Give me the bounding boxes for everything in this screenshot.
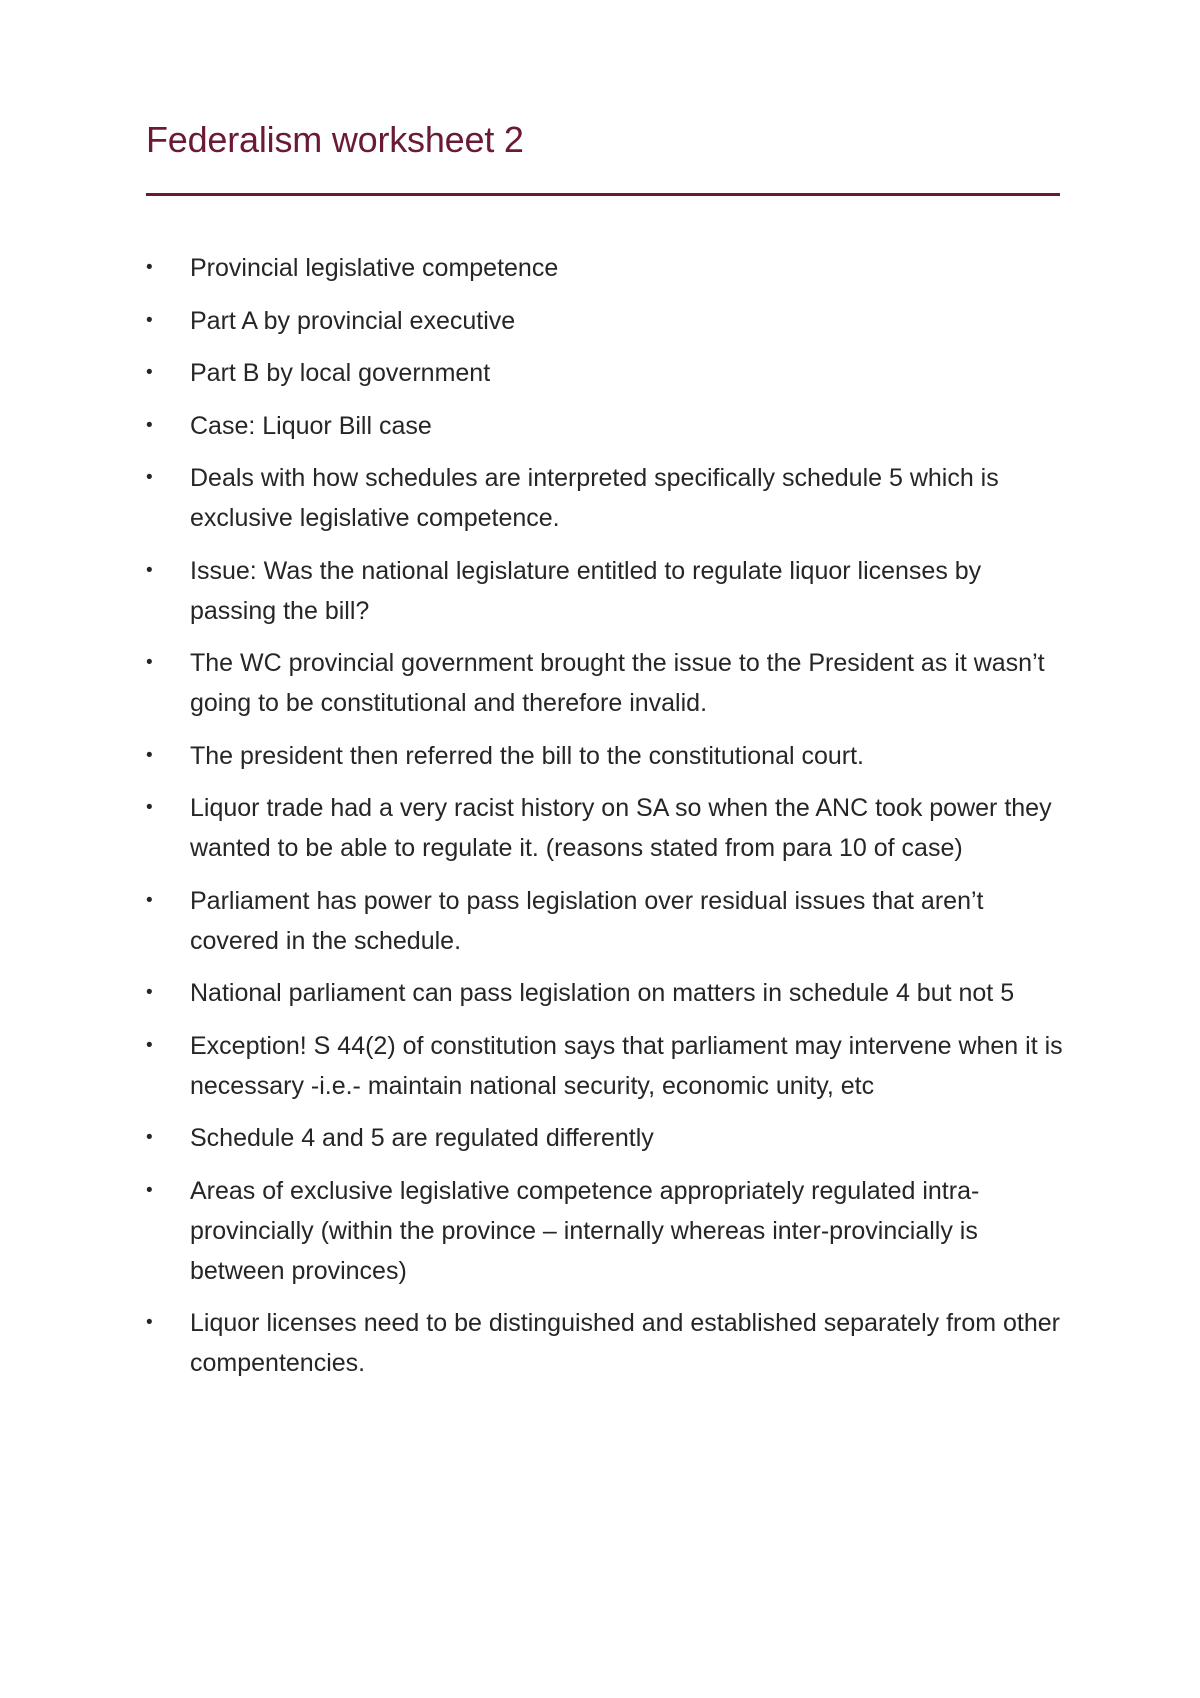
page-title: Federalism worksheet 2 <box>146 119 524 160</box>
list-item <box>146 736 1066 776</box>
list-item <box>146 788 1066 868</box>
list-item-text: Areas of exclusive legislative competence appropriately regulated intra-provincially (within the province – internally whereas inter-provincially is between provinces) <box>190 1176 980 1285</box>
list-item <box>146 1118 1066 1158</box>
bullet-dot-icon: • <box>146 309 153 331</box>
bullet-dot-icon: • <box>146 1127 153 1148</box>
list-item <box>146 458 1066 538</box>
list-item <box>146 1303 1066 1383</box>
bullet-dot-icon: • <box>146 414 153 436</box>
bullet-dot-icon: • <box>146 362 153 383</box>
list-item-text: National parliament can pass legislation on matters in schedule 4 but not 5 <box>190 979 1015 1007</box>
bullet-dot-icon: • <box>146 1312 153 1333</box>
title-underline <box>146 193 1060 196</box>
list-item-text: Liquor licenses need to be distinguished and established separately from other compentencies. <box>190 1309 1060 1377</box>
list-item <box>146 1171 1066 1291</box>
bullet-dot-icon: • <box>146 744 153 766</box>
list-item <box>146 1026 1066 1106</box>
list-item <box>146 551 1066 631</box>
list-item-text: Schedule 4 and 5 are regulated differently <box>190 1124 654 1152</box>
list-item <box>146 881 1066 961</box>
bullet-dot-icon: • <box>146 559 153 581</box>
bullet-dot-icon: • <box>146 797 153 818</box>
list-item <box>146 248 1066 288</box>
list-item <box>146 973 1066 1013</box>
bullet-dot-icon: • <box>146 1179 153 1201</box>
bullet-dot-icon: • <box>146 467 153 488</box>
bullet-dot-icon: • <box>146 652 153 673</box>
bullet-dot-icon: • <box>146 982 153 1003</box>
list-item <box>146 406 1066 446</box>
list-item-text: Exception! S 44(2) of constitution says that parliament may intervene when it is necessary -i.e.- maintain national security, economic unity, etc <box>190 1031 1063 1100</box>
bullet-list <box>146 248 1066 1396</box>
list-item-text: Provincial legislative competence <box>190 254 559 282</box>
list-item <box>146 301 1066 341</box>
bullet-dot-icon: • <box>146 1034 153 1056</box>
list-item-text: Liquor trade had a very racist history on SA so when the ANC took power they wanted to be able to regulate it. (reasons stated from para 10 of case) <box>190 794 1052 862</box>
list-item-text: The WC provincial government brought the issue to the President as it wasn’t going to be constitutional and therefore invalid. <box>190 649 1045 717</box>
list-item-text: Part B by local government <box>190 359 491 387</box>
list-item <box>146 353 1066 393</box>
bullet-dot-icon: • <box>146 889 153 911</box>
list-item-text: Parliament has power to pass legislation over residual issues that aren’t covered in the schedule. <box>190 886 984 955</box>
list-item-text: The president then referred the bill to the constitutional court. <box>190 741 864 770</box>
list-item-text: Case: Liquor Bill case <box>190 411 432 440</box>
bullet-dot-icon: • <box>146 257 153 278</box>
list-item <box>146 643 1066 723</box>
list-item-text: Issue: Was the national legislature entitled to regulate liquor licenses by passing the bill? <box>190 556 982 625</box>
list-item-text: Part A by provincial executive <box>190 306 516 335</box>
list-item-text: Deals with how schedules are interpreted specifically schedule 5 which is exclusive legislative competence. <box>190 464 999 532</box>
